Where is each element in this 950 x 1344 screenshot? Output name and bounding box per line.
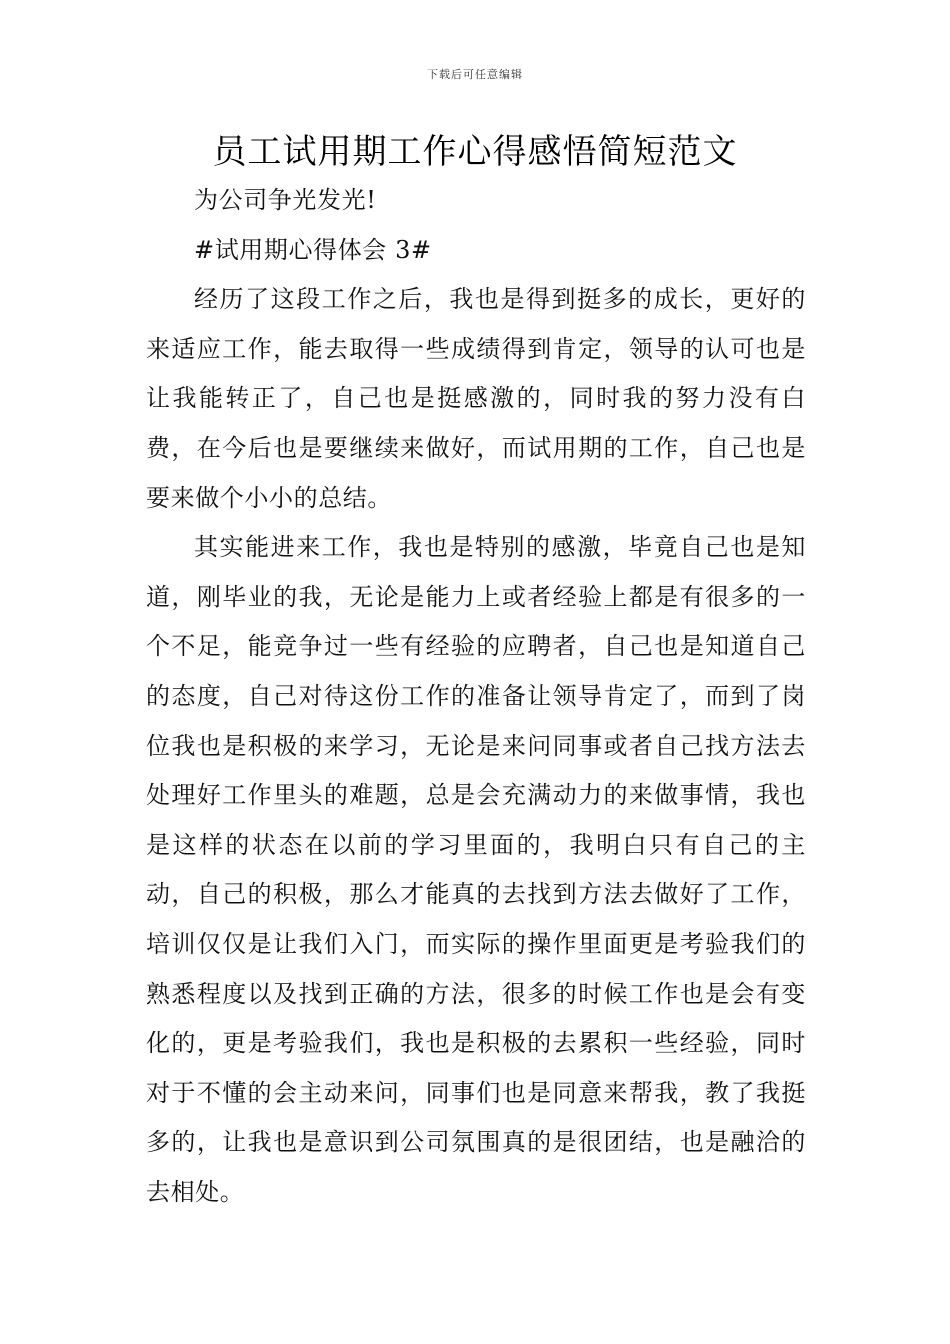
section-tag: #试用期心得体会 3# bbox=[194, 235, 432, 264]
document-body bbox=[146, 176, 806, 1217]
document-title: 员工试用期工作心得感悟简短范文 bbox=[212, 132, 738, 172]
paragraph-2: 其实能进来工作，我也是特别的感激，毕竟自己也是知道，刚毕业的我，无论是能力上或者经验上都是有很多的一个不足，能竞争过一些有经验的应聘者，自己也是知道自己的态度，自己对待这份工作的准备让领导肯定了，而到了岗位我也是积极的来学习，无论是来问同事或者自己找方法去处理好工作里头的难题，总是会充满动力的来做事情，我也是这样的状态在以前的学习里面的，我明白只有自己的主动，自己的积极，那么才能真的去找到方法去做好了工作，培训仅仅是让我们入门，而实际的操作里面更是考验我们的熟悉程度以及找到正确的方法，很多的时候工作也是会有变化的，更是考验我们，我也是积极的去累积一些经验，同时对于不懂的会主动来问，同事们也是同意来帮我，教了我挺多的，让我也是意识到公司氛围真的是很团结，也是融洽的去相处。 bbox=[146, 533, 806, 1206]
slogan-line: 为公司争光发光! bbox=[194, 186, 377, 214]
page-header-note: 下载后可任意编辑 bbox=[427, 68, 523, 81]
paragraph-1: 经历了这段工作之后，我也是得到挺多的成长，更好的来适应工作，能去取得一些成绩得到肯定，领导的认可也是让我能转正了，自己也是挺感激的，同时我的努力没有白费，在今后也是要继续来做好，而试用期的工作，自己也是要来做个小小的总结。 bbox=[146, 285, 806, 512]
